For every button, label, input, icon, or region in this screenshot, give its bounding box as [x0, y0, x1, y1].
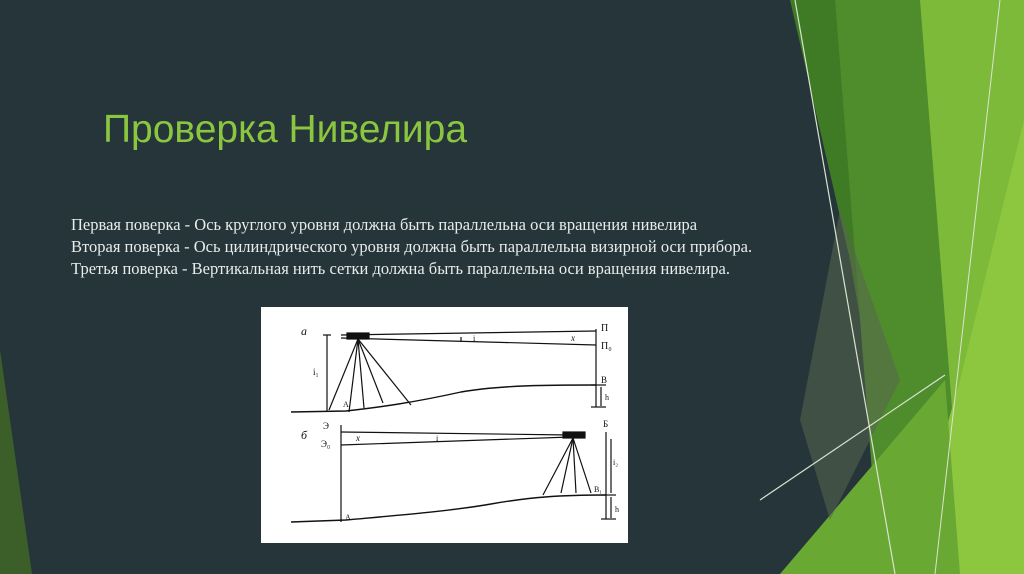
slide-title: Проверка Нивелира	[103, 108, 468, 151]
panel-b-top-mark: Э	[323, 421, 329, 431]
panel-a	[291, 329, 606, 412]
panel-b-label: б	[301, 428, 308, 442]
panel-b-offset: x	[356, 433, 360, 443]
panel-a-top-mark: П	[601, 323, 609, 334]
body-line-3: Третья поверка - Вертикальная нить сетки должна быть параллельна оси вращения нивелира.	[71, 259, 731, 278]
panel-a-point-label: А	[343, 400, 349, 409]
panel-a-height-label: i₁	[313, 367, 319, 377]
panel-b-right-low: В₁	[594, 485, 603, 494]
panel-a-mid-mark: П₀	[601, 341, 612, 352]
panel-a-label: а	[301, 324, 307, 338]
left-green-shape	[0, 350, 32, 574]
panel-b	[291, 425, 619, 522]
panel-b-mid-mark: Э₀	[321, 439, 331, 449]
panel-a-offset: x	[571, 333, 575, 343]
panel-a-right-height: h	[605, 393, 609, 402]
panel-a-low-mark: В	[601, 375, 608, 385]
leveling-diagram	[261, 307, 628, 543]
panel-a-angle: i	[473, 334, 476, 343]
panel-b-right-height: h	[615, 505, 619, 514]
panel-b-right-top: Б	[603, 419, 609, 429]
leveling-diagram-svg	[261, 307, 628, 543]
body-line-2: Вторая поверка - Ось цилиндрического уровня должна быть параллельна визирной оси прибора.	[71, 237, 753, 256]
panel-b-angle: i	[436, 434, 439, 443]
panel-b-point-label: А	[345, 513, 351, 522]
panel-b-height-label: i₂	[613, 458, 619, 467]
body-line-1: Первая поверка - Ось круглого уровня должна быть параллельна оси вращения нивелира	[71, 215, 698, 234]
slide-body	[71, 214, 752, 280]
